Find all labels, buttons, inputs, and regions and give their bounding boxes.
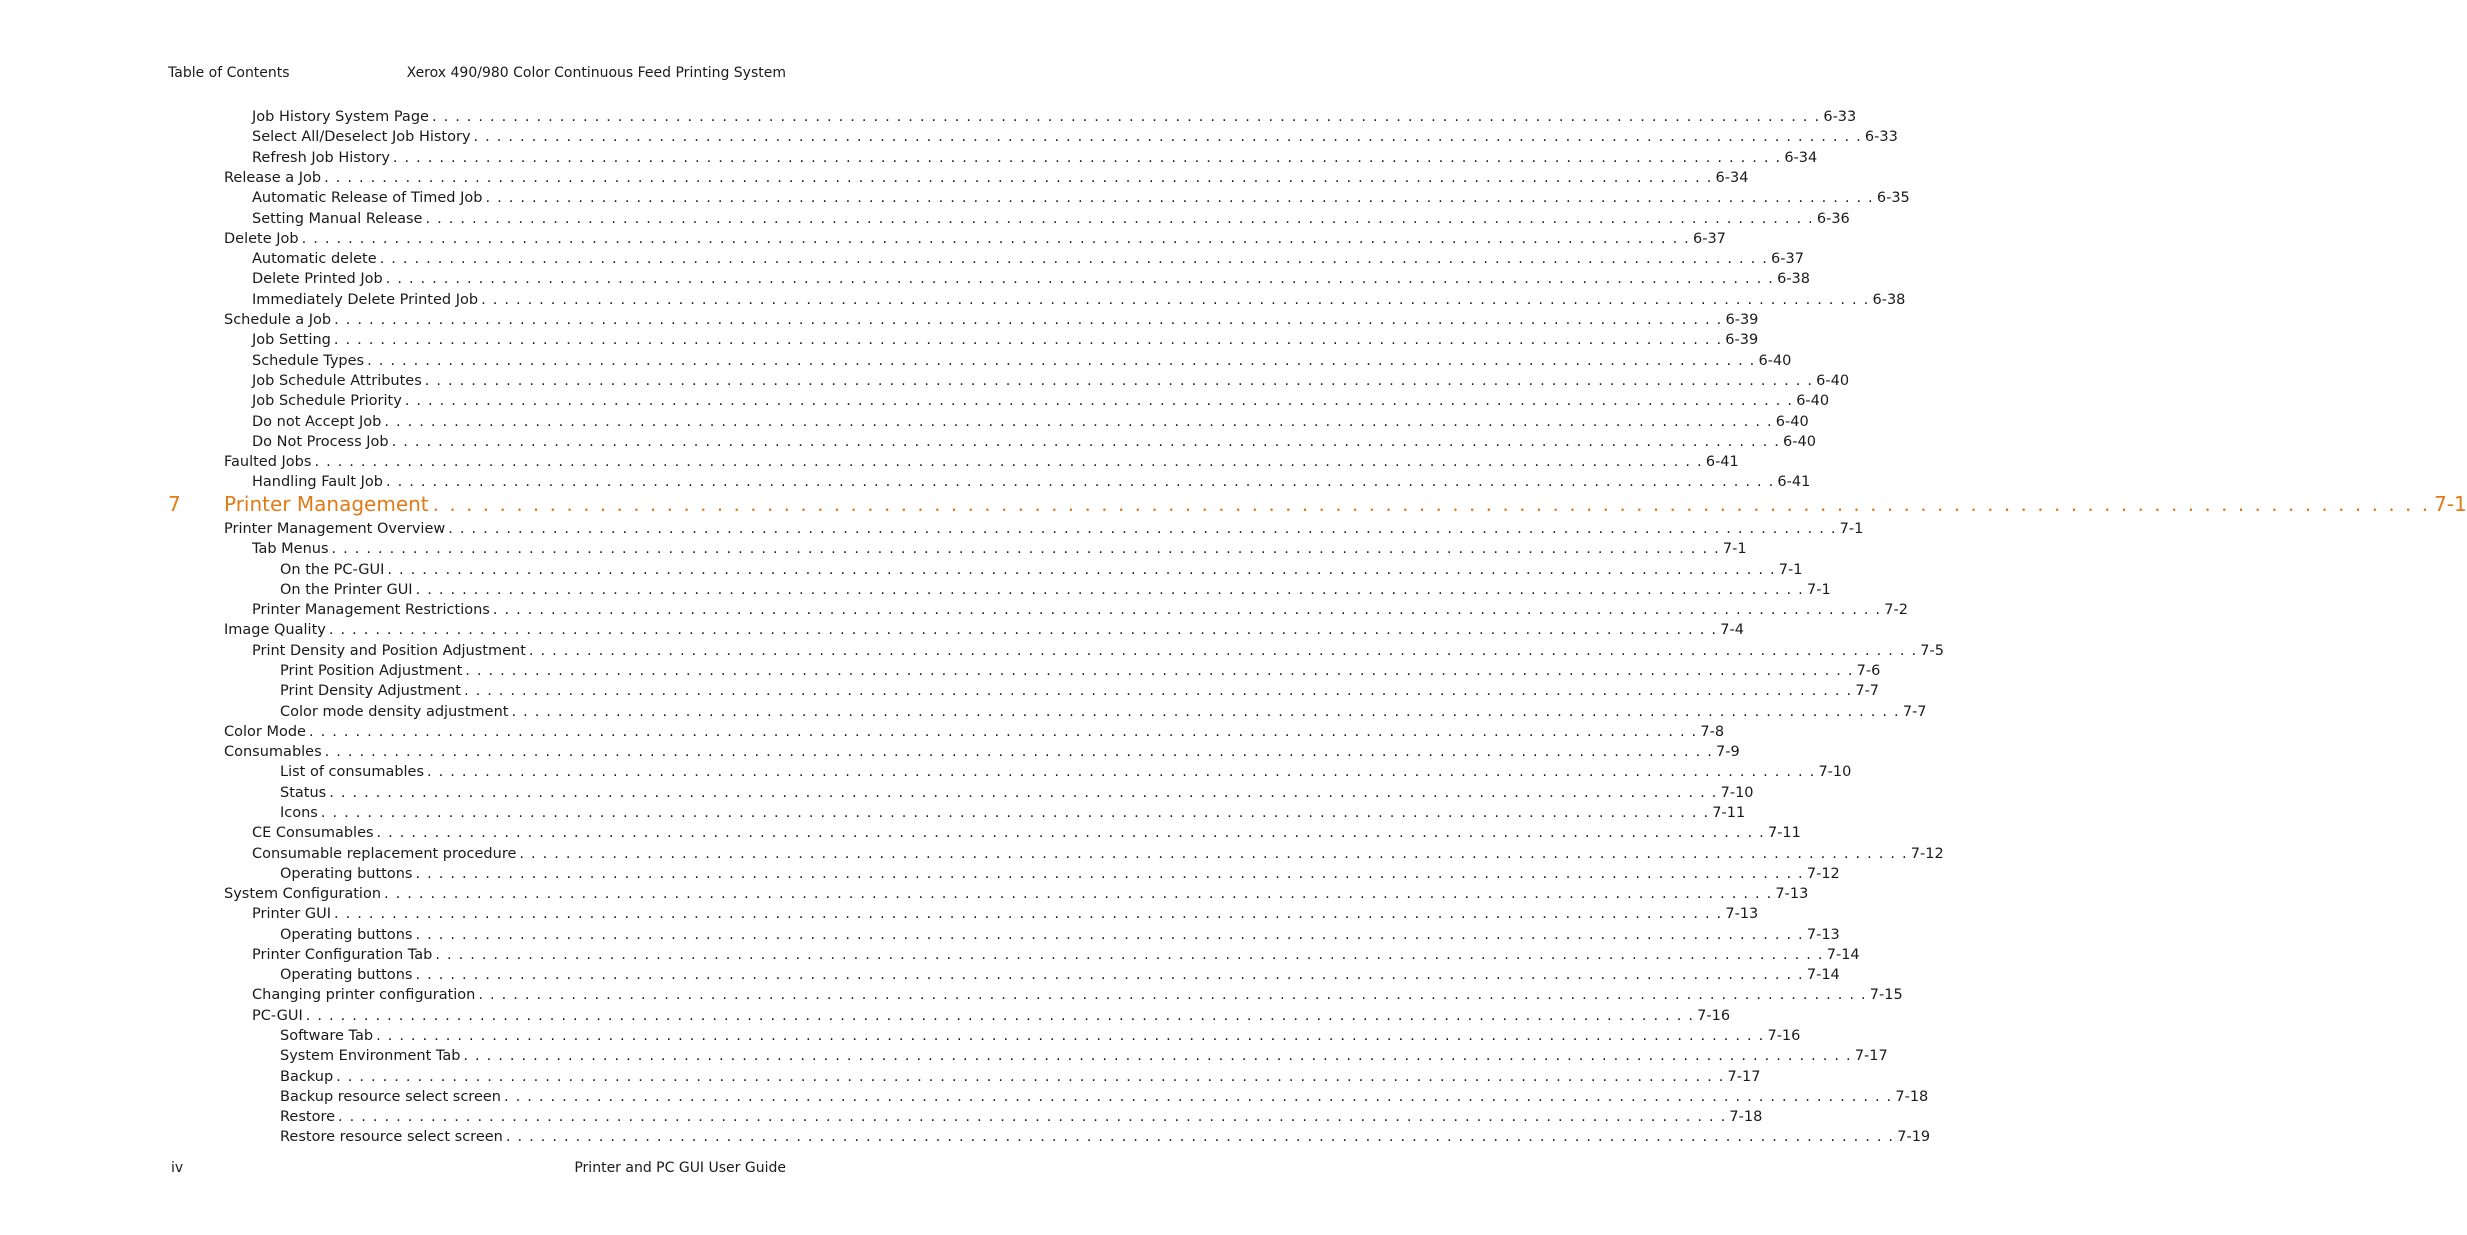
toc-entry[interactable] [280,762,1852,782]
dot-leader: . . . . . . . . . . . . . . . . . . . . . . . . . . . . . . . . . . . . . . . . . . . . . . . . . . . . . . . . . . . . . . . . . . . . . . . . . . . . . . . . . . . . . . . . . . . . . . . . . . . . . . . . . . . . . . . . . . . . . . . . [385,271,1775,288]
toc-entry-title: Printer GUI [252,906,331,923]
toc-entry-page: 6-39 [1725,332,1759,349]
toc-entry[interactable] [252,391,1830,411]
chapter-number: 7 [168,492,181,516]
dot-leader: . . . . . . . . . . . . . . . . . . . . . . . . . . . . . . . . . . . . . . . . . . . . . . . . . . . . . . . . . . . . . . . . . . . . . . . . . . . . . . . . . . . . . . . . . . . . . . . . . . . . . . . . . . . . . . . . . . . . . . . . [324,169,1713,186]
toc-entry-page: 7-18 [1895,1088,1929,1105]
toc-entry-page: 6-41 [1777,474,1811,491]
toc-entry-page: 6-38 [1777,271,1811,288]
dot-leader: . . . . . . . . . . . . . . . . . . . . . . . . . . . . . . . . . . . . . . . . . . . . . . . . . . . . . . . . . . . . . . . . . . . . . . . . . . . . . . . . . . . . . . . . . . . . . . . . . . . . . . . . . . . . . . . . . . . . . . . . [384,413,1773,430]
toc-entry[interactable] [252,1006,1731,1026]
toc-entry-page: 7-2 [1884,602,1908,619]
dot-leader: . . . . . . . . . . . . . . . . . . . . . . . . . . . . . . . . . . . . . . . . . . . . . . . . . . . . . . . . . . . . . . . . . . . . . . . . . . . . . . . . . . . . . . . . . . . . . . . . . . . . . . . . . . . . . . . . . . . . . . . . [485,190,1874,207]
dot-leader: . . . . . . . . . . . . . . . . . . . . . . . . . . . . . . . . . . . . . . . . . . . . . . . . . . . . . . . . . . . . . . . . . . . . . . . . . . . . . . . . . . . . . . . . . . . . . . . . . . . . . . . . . . . . . . . . . . . . . . . . [492,602,1882,619]
toc-entry[interactable] [280,560,1803,580]
toc-entry-page: 7-14 [1806,967,1840,984]
toc-entry[interactable] [252,985,1903,1005]
page-number: iv [171,1160,184,1176]
dot-leader: . . . . . . . . . . . . . . . . . . . . . . . . . . . . . . . . . . . . . . . . . . . . . . . . . . . . . . . . . . . . . . . . . . . . . . . . . . . . . . . . . . . . . . . . . . . . . . . . . . . . . . . . . . . . . . . . . . . . . . . . [463,1048,1852,1065]
toc-entry-page: 7-15 [1869,987,1903,1004]
toc-entry-page: 7-10 [1720,784,1754,801]
dot-leader: . . . . . . . . . . . . . . . . . . . . . . . . . . . . . . . . . . . . . . . . . . . . . . . . . . . . . . . . . . . . . . . . . . . . . . . . . . . . . . . . . . . . . . . . . . . . . . . . . . . . . . . . . . . . . . . . . . . . . . . . [329,784,1718,801]
toc-entry-title: Icons [280,804,318,821]
toc-entry-title: Printer Management Overview [224,521,446,537]
toc-entry-title: Operating buttons [280,967,413,984]
toc-entry-page: 7-12 [1910,845,1944,862]
dot-leader: . . . . . . . . . . . . . . . . . . . . . . . . . . . . . . . . . . . . . . . . . . . . . . . . . . . . . . . . . . . . . . . . . . . . . . . . . . . . . . . . . . . . . . . . . . . . . . . . . . . . . . . . . . . . . . . . . . . . . . . . [386,474,1775,491]
toc-entry[interactable] [280,661,1881,681]
toc-entry-title: On the Printer GUI [280,581,413,598]
toc-entry-page: 7-11 [1712,804,1746,821]
toc-entry-title: CE Consumables [252,825,374,842]
toc-entry-page: 6-39 [1725,312,1759,328]
dot-leader: . . . . . . . . . . . . . . . . . . . . . . . . . . . . . . . . . . . . . . . . . . . . . . . . . . . . . . . . . . . . . . . . . . . . . . . . . . . . . . . . . . . . . . . . . . . . . . . . . . . . . . . . . . . . . . . . . . . . . . . . [314,454,1703,471]
toc-entry-title: Delete Printed Job [252,271,383,288]
toc-entry-title: Handling Fault Job [252,474,384,491]
toc-entry-title: Job Schedule Attributes [252,372,422,389]
toc-entry-title: Tab Menus [252,541,329,558]
dot-leader: . . . . . . . . . . . . . . . . . . . . . . . . . . . . . . . . . . . . . . . . . . . . . . . . . . . . . . . . . . . . . . . . . . . . . . . . . . . . . . . . . . . . . . . . . . . . . . . . . . . . . . . . . . . . . . . . . . . . . . . . [376,1028,1765,1044]
toc-entry[interactable] [252,412,1809,432]
dot-leader: . . . . . . . . . . . . . . . . . . . . . . . . . . . . . . . . . . . . . . . . . . . . . . . . . . . . . . . . . . . . . . . . . . . . . . . . . . . . . . . . . . . . . . . . . . . . . . . . . . . . . . . . . . . . . . . . . . . . . . . . [376,825,1765,842]
toc-entry-title: Schedule a Job [224,312,332,328]
dot-leader: . . . . . . . . . . . . . . . . . . . . . . . . . . . . . . . . . . . . . . . . . . . . . . . . . . . . . . . . . . . . . . . . . . . . . . . . . . . . . . . . . . . . . . . . . . . . . . . . . . . . . . . . . . . . . . . . . . . . . . . . [528,642,1918,659]
toc-entry-title: On the PC-GUI [280,561,385,578]
dot-leader: . . . . . . . . . . . . . . . . . . . . . . . . . . . . . . . . . . . . . . . . . . . . . . . . . . . . . . . . . . . . . . . . . . . . . . . . . . . . . . . . . . . . . . . . . . . . . . . . . . . . . . . . . . . . . . . . . . . . . . . . [367,352,1756,369]
toc-entry-title: Release a Job [224,169,322,186]
toc-entry-page: 6-37 [1771,251,1804,268]
dot-leader: . . . . . . . . . . . . . . . . . . . . . . . . . . . . . . . . . . . . . . . . . . . . . . . . . . . . . . . . . . . . . . . . . . . . . . . . . . . . . . . . . . . . . . . . . . . . . . . . . . . . . . . . . . . . . . . . . . . . . . . . [384,886,1773,902]
toc-entry-page: 7-1 [1778,561,1803,578]
toc-entry-title: Print Density and Position Adjustment [252,642,526,659]
toc-entry[interactable] [280,965,1840,985]
toc-entry[interactable] [252,539,1747,559]
toc-entry-title: Setting Manual Release [252,210,423,227]
toc-entry-title: Delete Job [224,230,299,247]
toc-entry[interactable] [252,209,1850,229]
toc-entry-page: 7-7 [1855,683,1880,700]
dot-leader: . . . . . . . . . . . . . . . . . . . . . . . . . . . . . . . . . . . . . . . . . . . . . . . . . . . . . . . . . . . . . . . . . . . . . . . . . . . . . . . . . . . . . . . . . . . . . . . . . . . . . . . . . . . . . . . . . . . . . . . . [424,372,1814,389]
toc-entry[interactable] [252,107,1857,127]
toc-entry-page: 7-1 [1722,541,1747,558]
toc-entry[interactable] [280,925,1840,945]
toc-entry[interactable] [280,783,1754,803]
toc-entry-title: Operating buttons [280,865,413,882]
toc-entry[interactable] [252,269,1811,289]
toc-entry[interactable] [252,600,1908,620]
toc-entry[interactable] [252,904,1759,924]
dot-leader: . . . . . . . . . . . . . . . . . . . . . . . . . . . . . . . . . . . . . . . . . . . . . . . . . . . . . . . . . . . . . . . . . . . . . . . . . . . . . . . . . . . . . . . . . . . . . . . . . . . . . . . . . . . . . . . . . . . . . . . . [391,433,1781,450]
dot-leader: . . . . . . . . . . . . . . . . . . . . . . . . . . . . . . . . . . . . . . . . . . . . . . . . . . . . . . . . . . . . . . . . . . . . . . . . . . . . . . . . . . . . . . . . . . . . . . . . . . . . . . . . . . . . . . . . . . . . . . . . [324,744,1714,761]
toc-entry-title: Print Density Adjustment [280,683,461,700]
toc-entry-title: Printer Configuration Tab [252,946,433,963]
toc-entry-page: 7-13 [1775,886,1809,902]
dot-leader: . . . . . . . . . . . . . . . . . . . . . . . . . . . . . . . . . . . . . . . . . . . . . . . . . . . . . . . . . . . . . . . . . . . . . . . . . . . . . . . . . . . . . . . . . . . . . . . . . . . . . . . . . . . . . . . . . . . . . . . . [478,987,1867,1004]
dot-leader: . . . . . . . . . . . . . . . . . . . . . . . . . . . . . . . . . . . . . . . . . . . . . . . . . . . . . . . . . . . . . . . . . . . . . . . . . . . . . . . . . . . . . . . . . . . . . . . . . . . . . . . . . . . . . . . . . . . . . . . . [432,492,2431,516]
toc-entry-page: 7-6 [1856,663,1881,679]
toc-entry-title: Software Tab [280,1028,374,1044]
toc-entry-title: Job History System Page [252,109,429,125]
dot-leader: . . . . . . . . . . . . . . . . . . . . . . . . . . . . . . . . . . . . . . . . . . . . . . . . . . . . . . . . . . . . . . . . . . . . . . . . . . . . . . . . . . . . . . . . . . . . . . . . . . . . . . . . . . . . . . . . . . . . . . . . [305,1007,1695,1024]
dot-leader: . . . . . . . . . . . . . . . . . . . . . . . . . . . . . . . . . . . . . . . . . . . . . . . . . . . . . . . . . . . . . . . . . . . . . . . . . . . . . . . . . . . . . . . . . . . . . . . . . . . . . . . . . . . . . . . . . . . . . . . . [431,109,1821,125]
toc-entry[interactable] [280,1127,1931,1147]
toc-entry[interactable] [252,432,1816,452]
dot-leader: . . . . . . . . . . . . . . . . . . . . . . . . . . . . . . . . . . . . . . . . . . . . . . . . . . . . . . . . . . . . . . . . . . . . . . . . . . . . . . . . . . . . . . . . . . . . . . . . . . . . . . . . . . . . . . . . . . . . . . . . [387,561,1776,578]
toc-entry-page: 7-4 [1720,622,1744,639]
dot-leader: . . . . . . . . . . . . . . . . . . . . . . . . . . . . . . . . . . . . . . . . . . . . . . . . . . . . . . . . . . . . . . . . . . . . . . . . . . . . . . . . . . . . . . . . . . . . . . . . . . . . . . . . . . . . . . . . . . . . . . . . [334,312,1723,328]
toc-entry-page: 7-14 [1826,946,1860,963]
toc-entry-title: Schedule Types [252,352,365,369]
dot-leader: . . . . . . . . . . . . . . . . . . . . . . . . . . . . . . . . . . . . . . . . . . . . . . . . . . . . . . . . . . . . . . . . . . . . . . . . . . . . . . . . . . . . . . . . . . . . . . . . . . . . . . . . . . . . . . . . . . . . . . . . [415,581,1804,598]
toc-entry-title: Image Quality [224,622,326,639]
toc-entry[interactable] [252,371,1850,391]
toc-entry[interactable] [224,722,1725,742]
toc-entry[interactable] [280,1046,1888,1066]
toc-entry-page: 6-40 [1775,413,1809,430]
toc-entry[interactable] [280,1026,1801,1046]
toc-entry-page: 6-41 [1705,454,1739,471]
dot-leader: . . . . . . . . . . . . . . . . . . . . . . . . . . . . . . . . . . . . . . . . . . . . . . . . . . . . . . . . . . . . . . . . . . . . . . . . . . . . . . . . . . . . . . . . . . . . . . . . . . . . . . . . . . . . . . . . . . . . . . . . [301,230,1690,247]
dot-leader: . . . . . . . . . . . . . . . . . . . . . . . . . . . . . . . . . . . . . . . . . . . . . . . . . . . . . . . . . . . . . . . . . . . . . . . . . . . . . . . . . . . . . . . . . . . . . . . . . . . . . . . . . . . . . . . . . . . . . . . . [392,149,1782,166]
running-header-left: Table of Contents [168,65,290,81]
toc-entry-page: 6-34 [1784,149,1818,166]
toc-entry-page: 7-7 [1902,703,1927,720]
toc-entry[interactable] [252,290,1906,310]
toc-entry-title: List of consumables [280,764,425,781]
toc-entry-page: 6-40 [1796,393,1830,410]
dot-leader: . . . . . . . . . . . . . . . . . . . . . . . . . . . . . . . . . . . . . . . . . . . . . . . . . . . . . . . . . . . . . . . . . . . . . . . . . . . . . . . . . . . . . . . . . . . . . . . . . . . . . . . . . . . . . . . . . . . . . . . . [404,393,1794,410]
toc-entry[interactable] [280,702,1927,722]
toc-entry-page: 7-13 [1725,906,1759,923]
toc-entry-page: 6-37 [1693,230,1726,247]
toc-entry[interactable] [224,452,1739,472]
toc-entry-title: Backup [280,1068,334,1085]
chapter-title: Printer Management [224,492,429,516]
dot-leader: . . . . . . . . . . . . . . . . . . . . . . . . . . . . . . . . . . . . . . . . . . . . . . . . . . . . . . . . . . . . . . . . . . . . . . . . . . . . . . . . . . . . . . . . . . . . . . . . . . . . . . . . . . . . . . . . . . . . . . . . [448,521,1837,537]
dot-leader: . . . . . . . . . . . . . . . . . . . . . . . . . . . . . . . . . . . . . . . . . . . . . . . . . . . . . . . . . . . . . . . . . . . . . . . . . . . . . . . . . . . . . . . . . . . . . . . . . . . . . . . . . . . . . . . . . . . . . . . . [519,845,1908,862]
toc-entry-page: 7-12 [1806,865,1840,882]
toc-entry[interactable] [280,1087,1929,1107]
dot-leader: . . . . . . . . . . . . . . . . . . . . . . . . . . . . . . . . . . . . . . . . . . . . . . . . . . . . . . . . . . . . . . . . . . . . . . . . . . . . . . . . . . . . . . . . . . . . . . . . . . . . . . . . . . . . . . . . . . . . . . . . [505,1129,1895,1146]
toc-entry[interactable] [224,310,1759,330]
toc-entry-title: Restore [280,1109,336,1126]
dot-leader: . . . . . . . . . . . . . . . . . . . . . . . . . . . . . . . . . . . . . . . . . . . . . . . . . . . . . . . . . . . . . . . . . . . . . . . . . . . . . . . . . . . . . . . . . . . . . . . . . . . . . . . . . . . . . . . . . . . . . . . . [465,663,1854,679]
toc-entry-title: Operating buttons [280,926,413,943]
toc-entry[interactable] [252,148,1818,168]
toc-entry-title: Printer Management Restrictions [252,602,490,619]
dot-leader: . . . . . . . . . . . . . . . . . . . . . . . . . . . . . . . . . . . . . . . . . . . . . . . . . . . . . . . . . . . . . . . . . . . . . . . . . . . . . . . . . . . . . . . . . . . . . . . . . . . . . . . . . . . . . . . . . . . . . . . . [333,332,1723,349]
toc-entry-page: 7-8 [1700,723,1725,740]
toc-entry-title: System Configuration [224,886,382,902]
toc-entry-title: Immediately Delete Printed Job [252,291,479,308]
toc-entry-page: 7-16 [1697,1007,1731,1024]
dot-leader: . . . . . . . . . . . . . . . . . . . . . . . . . . . . . . . . . . . . . . . . . . . . . . . . . . . . . . . . . . . . . . . . . . . . . . . . . . . . . . . . . . . . . . . . . . . . . . . . . . . . . . . . . . . . . . . . . . . . . . . . [463,683,1853,700]
toc-entry-title: Consumable replacement procedure [252,845,517,862]
toc-entry[interactable] [252,127,1898,147]
toc-entry-title: System Environment Tab [280,1048,461,1065]
toc-entry-page: 7-16 [1767,1028,1801,1044]
toc-entry[interactable] [224,742,1740,762]
dot-leader: . . . . . . . . . . . . . . . . . . . . . . . . . . . . . . . . . . . . . . . . . . . . . . . . . . . . . . . . . . . . . . . . . . . . . . . . . . . . . . . . . . . . . . . . . . . . . . . . . . . . . . . . . . . . . . . . . . . . . . . . [511,703,1900,720]
toc-entry[interactable] [252,823,1801,843]
dot-leader: . . . . . . . . . . . . . . . . . . . . . . . . . . . . . . . . . . . . . . . . . . . . . . . . . . . . . . . . . . . . . . . . . . . . . . . . . . . . . . . . . . . . . . . . . . . . . . . . . . . . . . . . . . . . . . . . . . . . . . . . [308,723,1698,740]
toc-entry-page: 6-40 [1758,352,1792,369]
toc-entry-page: 7-11 [1767,825,1801,842]
toc-entry-title: Job Schedule Priority [252,393,402,410]
dot-leader: . . . . . . . . . . . . . . . . . . . . . . . . . . . . . . . . . . . . . . . . . . . . . . . . . . . . . . . . . . . . . . . . . . . . . . . . . . . . . . . . . . . . . . . . . . . . . . . . . . . . . . . . . . . . . . . . . . . . . . . . [320,804,1710,821]
toc-entry-page: 6-36 [1816,210,1850,227]
toc-entry[interactable] [252,945,1860,965]
toc-entry[interactable] [252,249,1804,269]
toc-entry-page: 6-38 [1872,291,1906,308]
toc-entry-page: 6-34 [1715,169,1749,186]
toc-entry[interactable] [280,1107,1763,1127]
dot-leader: . . . . . . . . . . . . . . . . . . . . . . . . . . . . . . . . . . . . . . . . . . . . . . . . . . . . . . . . . . . . . . . . . . . . . . . . . . . . . . . . . . . . . . . . . . . . . . . . . . . . . . . . . . . . . . . . . . . . . . . . [328,622,1718,639]
dot-leader: . . . . . . . . . . . . . . . . . . . . . . . . . . . . . . . . . . . . . . . . . . . . . . . . . . . . . . . . . . . . . . . . . . . . . . . . . . . . . . . . . . . . . . . . . . . . . . . . . . . . . . . . . . . . . . . . . . . . . . . . [415,926,1804,943]
toc-entry[interactable] [252,351,1792,371]
dot-leader: . . . . . . . . . . . . . . . . . . . . . . . . . . . . . . . . . . . . . . . . . . . . . . . . . . . . . . . . . . . . . . . . . . . . . . . . . . . . . . . . . . . . . . . . . . . . . . . . . . . . . . . . . . . . . . . . . . . . . . . . [473,129,1862,146]
toc-entry-page: 7-1 [1839,521,1864,537]
toc-entry-page: 6-33 [1864,129,1898,146]
running-footer-right: Printer and PC GUI User Guide [574,1160,786,1176]
toc-entry-page: 6-40 [1816,372,1850,389]
toc-entry-title: Select All/Deselect Job History [252,129,471,146]
dot-leader: . . . . . . . . . . . . . . . . . . . . . . . . . . . . . . . . . . . . . . . . . . . . . . . . . . . . . . . . . . . . . . . . . . . . . . . . . . . . . . . . . . . . . . . . . . . . . . . . . . . . . . . . . . . . . . . . . . . . . . . . [379,251,1769,268]
toc-entry[interactable] [252,844,1944,864]
dot-leader: . . . . . . . . . . . . . . . . . . . . . . . . . . . . . . . . . . . . . . . . . . . . . . . . . . . . . . . . . . . . . . . . . . . . . . . . . . . . . . . . . . . . . . . . . . . . . . . . . . . . . . . . . . . . . . . . . . . . . . . . [481,291,1870,308]
toc-entry[interactable] [224,229,1726,249]
toc-entry-title: Refresh Job History [252,149,390,166]
dot-leader: . . . . . . . . . . . . . . . . . . . . . . . . . . . . . . . . . . . . . . . . . . . . . . . . . . . . . . . . . . . . . . . . . . . . . . . . . . . . . . . . . . . . . . . . . . . . . . . . . . . . . . . . . . . . . . . . . . . . . . . . [427,764,1816,781]
toc-entry[interactable] [224,519,1864,539]
toc-entry-title: Color mode density adjustment [280,703,509,720]
toc-entry[interactable] [280,580,1831,600]
running-header-right: Xerox 490/980 Color Continuous Feed Printing System [406,65,786,81]
toc-entry-page: 7-17 [1727,1068,1761,1085]
toc-entry-title: Job Setting [252,332,331,349]
dot-leader: . . . . . . . . . . . . . . . . . . . . . . . . . . . . . . . . . . . . . . . . . . . . . . . . . . . . . . . . . . . . . . . . . . . . . . . . . . . . . . . . . . . . . . . . . . . . . . . . . . . . . . . . . . . . . . . . . . . . . . . . [415,865,1804,882]
dot-leader: . . . . . . . . . . . . . . . . . . . . . . . . . . . . . . . . . . . . . . . . . . . . . . . . . . . . . . . . . . . . . . . . . . . . . . . . . . . . . . . . . . . . . . . . . . . . . . . . . . . . . . . . . . . . . . . . . . . . . . . . [336,1068,1725,1085]
toc-entry-title: Restore resource select screen [280,1129,503,1146]
dot-leader: . . . . . . . . . . . . . . . . . . . . . . . . . . . . . . . . . . . . . . . . . . . . . . . . . . . . . . . . . . . . . . . . . . . . . . . . . . . . . . . . . . . . . . . . . . . . . . . . . . . . . . . . . . . . . . . . . . . . . . . . [333,906,1723,923]
toc-entry-page: 7-19 [1897,1129,1931,1146]
toc-entry-page: 7-1 [1806,581,1831,598]
toc-entry[interactable] [280,681,1880,701]
dot-leader: . . . . . . . . . . . . . . . . . . . . . . . . . . . . . . . . . . . . . . . . . . . . . . . . . . . . . . . . . . . . . . . . . . . . . . . . . . . . . . . . . . . . . . . . . . . . . . . . . . . . . . . . . . . . . . . . . . . . . . . . [338,1109,1727,1126]
toc-entry-page: 7-5 [1920,642,1944,659]
toc-entry[interactable] [224,168,1749,188]
toc-entry-title: Automatic delete [252,251,377,268]
toc-entry-page: 7-18 [1729,1109,1763,1126]
toc-entry-title: Consumables [224,744,322,761]
toc-entry[interactable] [252,330,1759,350]
toc-entry-page: 6-33 [1823,109,1857,125]
dot-leader: . . . . . . . . . . . . . . . . . . . . . . . . . . . . . . . . . . . . . . . . . . . . . . . . . . . . . . . . . . . . . . . . . . . . . . . . . . . . . . . . . . . . . . . . . . . . . . . . . . . . . . . . . . . . . . . . . . . . . . . . [415,967,1804,984]
toc-entry-title: Automatic Release of Timed Job [252,190,483,207]
toc-entry[interactable] [280,1067,1761,1087]
toc-entry-title: Color Mode [224,723,306,740]
toc-entry-page: 7-10 [1818,764,1852,781]
toc-entry[interactable] [280,864,1840,884]
toc-entry-page: 6-40 [1783,433,1816,450]
dot-leader: . . . . . . . . . . . . . . . . . . . . . . . . . . . . . . . . . . . . . . . . . . . . . . . . . . . . . . . . . . . . . . . . . . . . . . . . . . . . . . . . . . . . . . . . . . . . . . . . . . . . . . . . . . . . . . . . . . . . . . . . [435,946,1824,963]
toc-entry-page: 6-35 [1876,190,1910,207]
toc-entry-page: 7-9 [1716,744,1740,761]
toc-entry[interactable] [252,188,1910,208]
toc-entry-title: Status [280,784,327,801]
toc-entry-title: Backup resource select screen [280,1088,501,1105]
toc-entry-title: PC-GUI [252,1007,303,1024]
chapter-heading[interactable] [224,491,2467,517]
toc-entry-title: Faulted Jobs [224,454,312,471]
toc-entry[interactable] [252,641,1944,661]
toc-entry[interactable] [224,884,1809,904]
toc-entry-page: 7-17 [1854,1048,1888,1065]
toc-entry-title: Changing printer configuration [252,987,476,1004]
toc-entry-title: Do not Accept Job [252,413,382,430]
toc-entry-title: Do Not Process Job [252,433,389,450]
dot-leader: . . . . . . . . . . . . . . . . . . . . . . . . . . . . . . . . . . . . . . . . . . . . . . . . . . . . . . . . . . . . . . . . . . . . . . . . . . . . . . . . . . . . . . . . . . . . . . . . . . . . . . . . . . . . . . . . . . . . . . . . [331,541,1720,558]
dot-leader: . . . . . . . . . . . . . . . . . . . . . . . . . . . . . . . . . . . . . . . . . . . . . . . . . . . . . . . . . . . . . . . . . . . . . . . . . . . . . . . . . . . . . . . . . . . . . . . . . . . . . . . . . . . . . . . . . . . . . . . . [425,210,1814,227]
toc-entry-title: Print Position Adjustment [280,663,463,679]
chapter-page: 7-1 [2434,492,2467,516]
toc-entry[interactable] [252,472,1811,492]
toc-entry[interactable] [224,620,1744,640]
toc-entry[interactable] [280,803,1746,823]
toc-entry-page: 7-13 [1806,926,1840,943]
dot-leader: . . . . . . . . . . . . . . . . . . . . . . . . . . . . . . . . . . . . . . . . . . . . . . . . . . . . . . . . . . . . . . . . . . . . . . . . . . . . . . . . . . . . . . . . . . . . . . . . . . . . . . . . . . . . . . . . . . . . . . . . [503,1088,1893,1105]
